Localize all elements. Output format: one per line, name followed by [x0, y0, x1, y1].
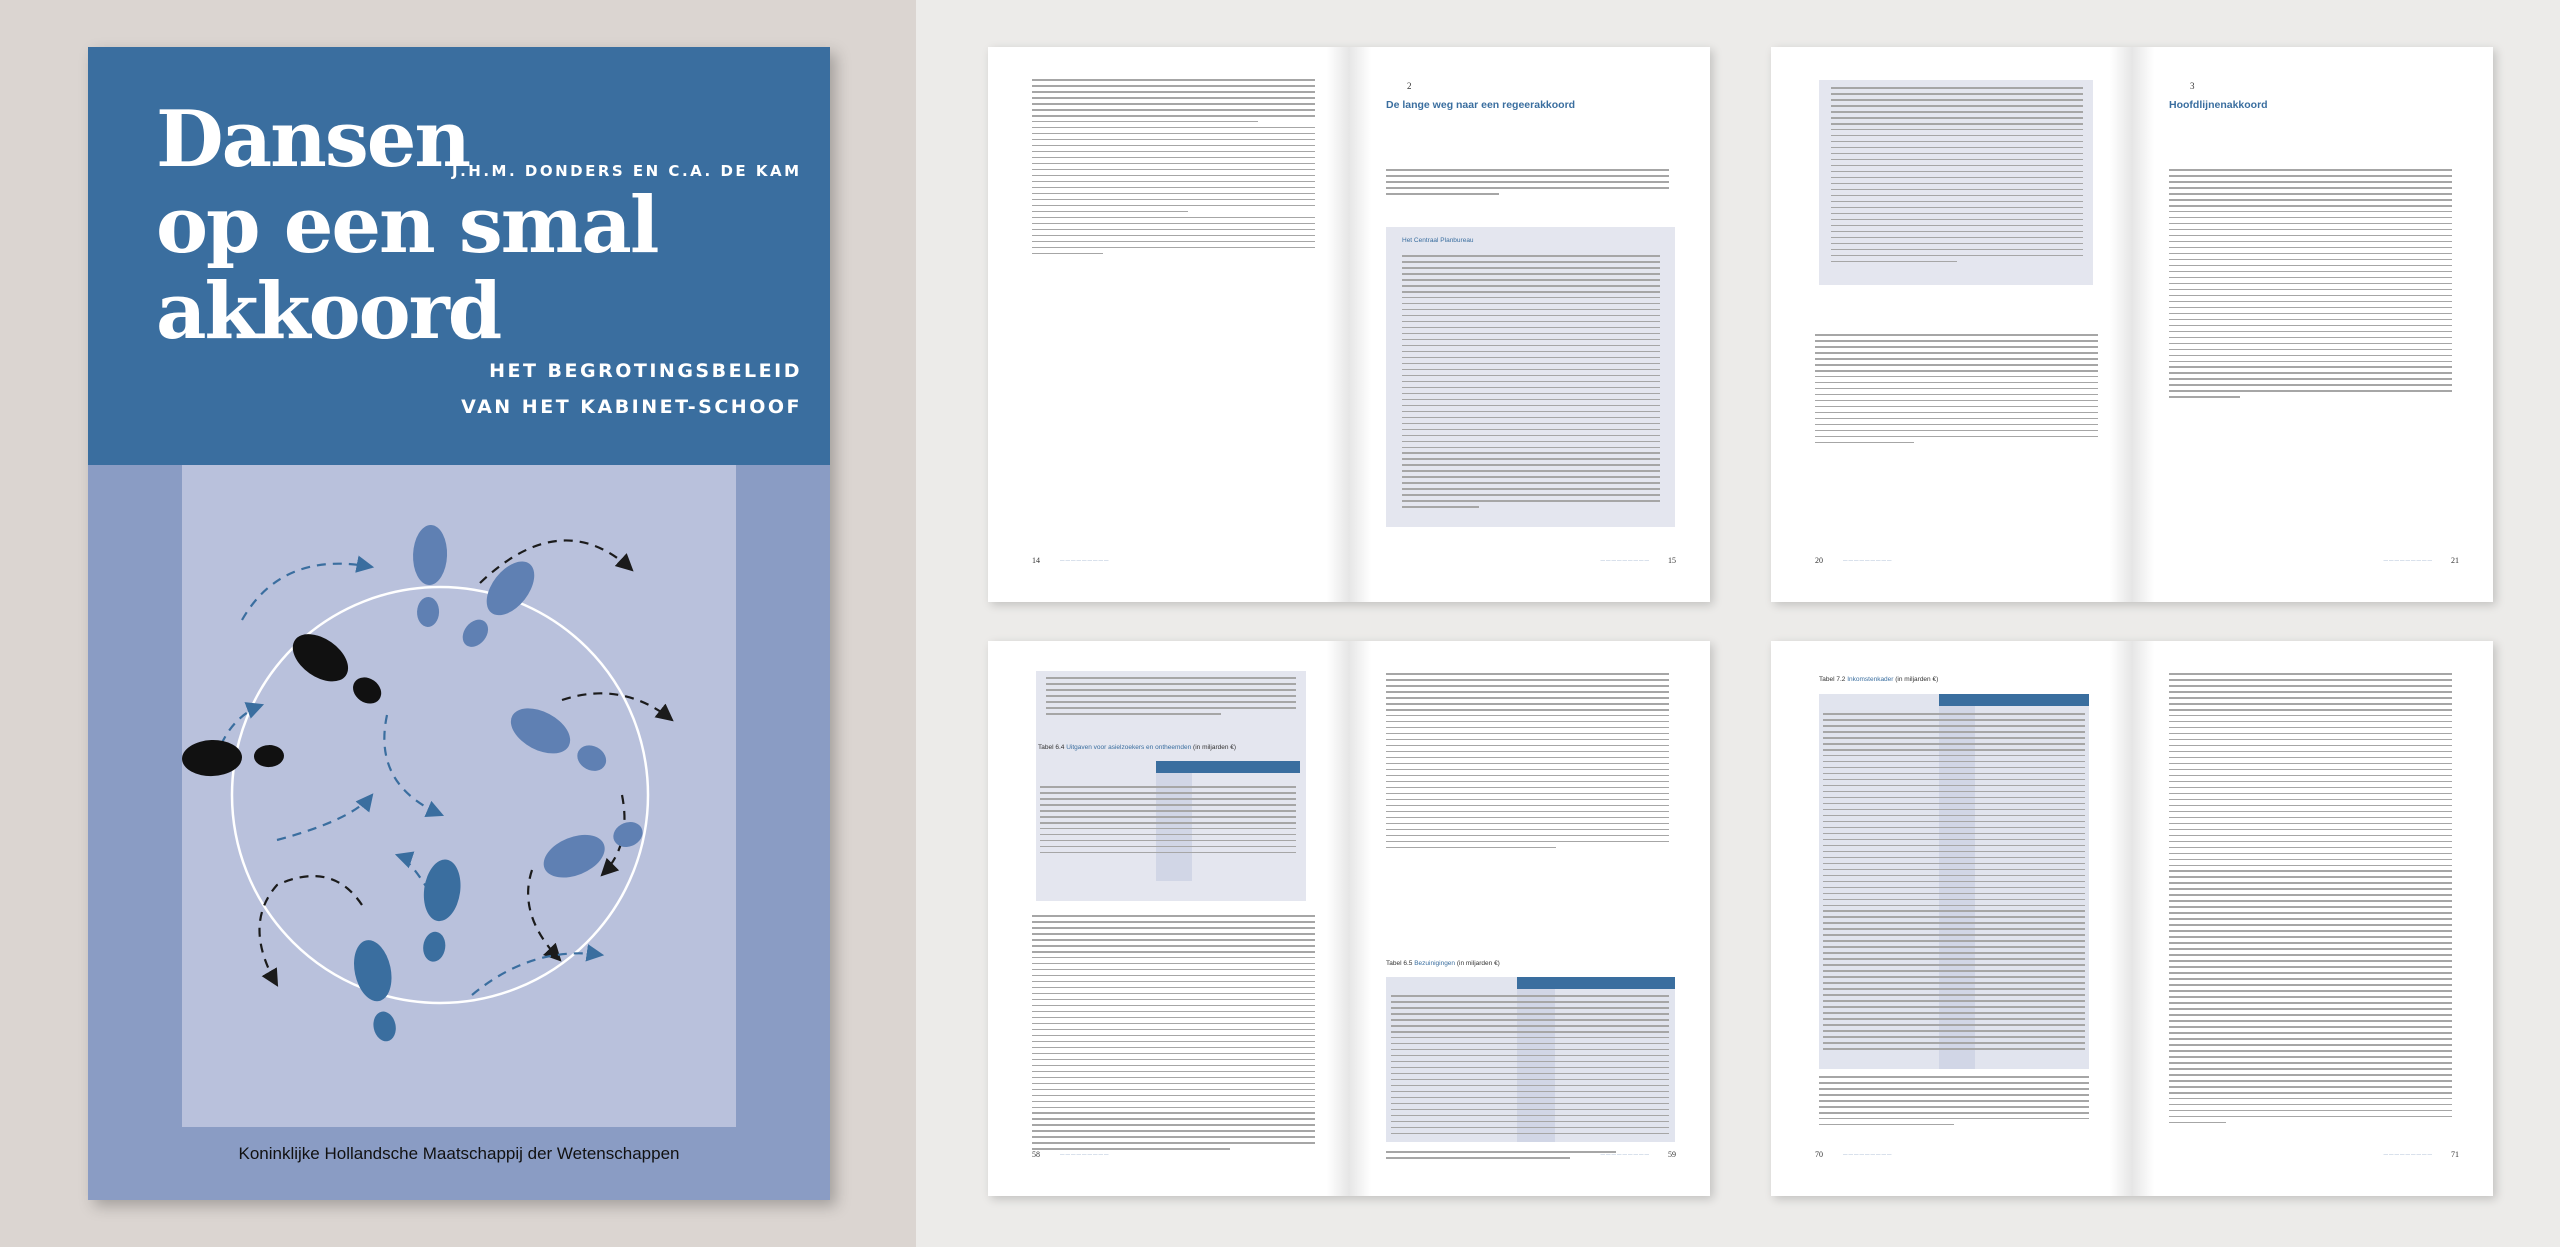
table-name: Bezuinigingen	[1414, 960, 1456, 967]
table-footnote	[1819, 1076, 2089, 1130]
cover-illustration	[182, 465, 736, 1127]
page-70	[1771, 641, 2132, 1196]
info-box-text	[1831, 87, 2083, 267]
page-number: 59	[1668, 1150, 1676, 1159]
page-15	[1349, 47, 1710, 602]
dashed-arrow	[260, 876, 363, 985]
cover-subtitle-line: VAN HET KABINET-SCHOOF	[461, 396, 802, 418]
page-59	[1349, 641, 1710, 1196]
info-box-text	[1046, 677, 1296, 719]
page-58	[988, 641, 1349, 1196]
table-unit: (in miljarden €)	[1456, 960, 1500, 967]
running-header: —————————	[2383, 558, 2433, 563]
page-21	[2132, 47, 2493, 602]
table-header	[1939, 694, 2089, 706]
chapter-title: Hoofdlijnenakkoord	[2169, 99, 2268, 111]
running-header: —————————	[1060, 558, 1110, 563]
info-box-title: Het Centraal Planbureau	[1402, 237, 1474, 244]
table-footnote	[1386, 1151, 1616, 1163]
table-name: Inkomstenkader	[1847, 676, 1894, 683]
table-label: Tabel 6.4	[1038, 744, 1065, 751]
page-14	[988, 47, 1349, 602]
page-number: 14	[1032, 556, 1040, 565]
dashed-arrow	[384, 715, 442, 815]
body-text-block	[1032, 79, 1315, 259]
book-spread-58-59	[988, 641, 1710, 1196]
footprint-blue	[411, 524, 449, 627]
table-unit: (in miljarden €)	[1895, 676, 1939, 683]
body-text-block	[2169, 673, 2452, 1128]
table-title	[1038, 744, 1236, 751]
table-label: Tabel 6.5	[1386, 960, 1413, 967]
cover-title-line: Dansen	[156, 94, 470, 185]
dance-steps-illustration	[182, 465, 736, 1127]
table-name: Uitgaven voor asielzoekers en ontheemden	[1066, 744, 1192, 751]
footprint-blue	[414, 857, 464, 964]
cover-title-line: op een smal	[156, 180, 658, 271]
cover-title	[156, 94, 658, 357]
running-header: —————————	[1600, 558, 1650, 563]
table-title	[1386, 960, 1500, 967]
table-unit: (in miljarden €)	[1193, 744, 1237, 751]
footprint-blue	[349, 937, 406, 1045]
running-header: —————————	[1843, 558, 1893, 563]
chapter-number: 3	[2190, 81, 2195, 91]
body-text-block	[1815, 334, 2098, 448]
book-spread-20-21	[1771, 47, 2493, 602]
body-text-block	[2169, 169, 2452, 402]
cover-authors: J.H.M. DONDERS EN C.A. DE KAM	[452, 162, 802, 180]
table-rows	[1040, 786, 1296, 858]
footprint-blue	[503, 699, 614, 782]
running-header: —————————	[1060, 1152, 1110, 1157]
dashed-arrow	[277, 795, 372, 840]
table-header	[1517, 977, 1675, 989]
page-20	[1771, 47, 2132, 602]
table-label: Tabel 7.2	[1819, 676, 1846, 683]
running-header: —————————	[1843, 1152, 1893, 1157]
table-header	[1156, 761, 1300, 773]
page-number: 71	[2451, 1150, 2459, 1159]
table-rows	[1391, 995, 1669, 1139]
dashed-arrow	[528, 870, 560, 960]
table-title	[1819, 676, 1938, 683]
cover-subtitle	[461, 353, 802, 425]
book-spread-14-15	[988, 47, 1710, 602]
book-cover	[88, 47, 830, 1200]
running-header: —————————	[1600, 1152, 1650, 1157]
page-number: 15	[1668, 556, 1676, 565]
body-text-block	[1386, 169, 1669, 199]
chapter-title: De lange weg naar een regeerakkoord	[1386, 99, 1576, 111]
running-header: —————————	[2383, 1152, 2433, 1157]
dashed-arrow	[242, 564, 372, 620]
cover-title-line: akkoord	[156, 266, 501, 357]
book-spread-70-71	[1771, 641, 2493, 1196]
page-71	[2132, 641, 2493, 1196]
dashed-arrow	[472, 953, 602, 995]
table-rows	[1823, 713, 2085, 1054]
body-text-block	[1386, 673, 1669, 853]
cover-publisher: Koninklijke Hollandsche Maatschappij der Wetenschappen	[238, 1144, 680, 1163]
footprint-black	[284, 624, 390, 714]
info-box-text	[1402, 255, 1660, 512]
body-text-block	[1032, 915, 1315, 1154]
page-number: 58	[1032, 1150, 1040, 1159]
dashed-arrow	[562, 693, 672, 720]
page-number: 20	[1815, 556, 1823, 565]
page-number: 21	[2451, 556, 2459, 565]
chapter-number: 2	[1407, 81, 1412, 91]
page-number: 70	[1815, 1150, 1823, 1159]
cover-subtitle-line: HET BEGROTINGSBELEID	[489, 360, 802, 382]
